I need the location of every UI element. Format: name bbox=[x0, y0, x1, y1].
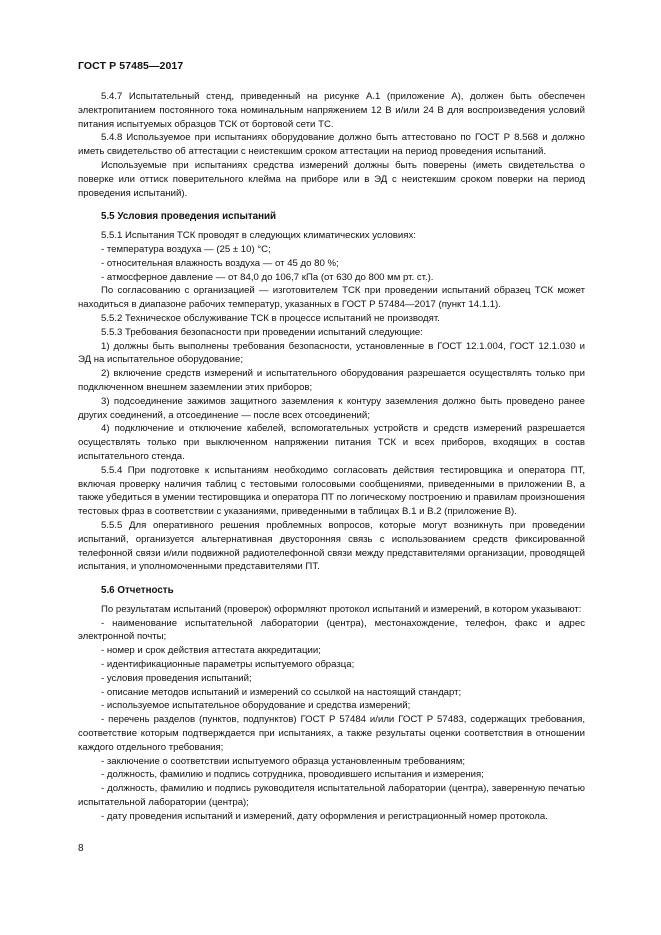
list-item-report-7: - перечень разделов (пунктов, подпунктов) ГОСТ Р 57484 и/или ГОСТ Р 57483, содержащих требования, соответствие которым подтверждается при испытаниях, а также результаты оценки соответствия в отношении каждого отдельного требования; bbox=[78, 714, 585, 753]
list-item-report-11: - дату проведения испытаний и измерений, дату оформления и регистрационный номер протокола. bbox=[101, 810, 548, 822]
list-item-safety-2: 2) включение средств измерений и испытательного оборудования разрешается осуществлять только при подключенном внешнем заземлении этих приборов; bbox=[78, 368, 585, 393]
paragraph-5-4-7: 5.4.7 Испытательный стенд, приведенный на рисунке А.1 (приложение А), должен быть обеспечен электропитанием постоянного тока номинальным напряжением 12 В и/или 24 В для воспроизведения условий питания испытуемых образцов ТСК от бортовой сети ТС. bbox=[78, 91, 585, 130]
list-item-temperature: - температура воздуха — (25 ± 10) °С; bbox=[101, 243, 271, 255]
list-item-report-8: - заключение о соответствии испытуемого образца установленным требованиям; bbox=[101, 755, 466, 767]
document-body bbox=[78, 90, 585, 824]
page-number: 8 bbox=[78, 843, 84, 854]
list-item-pressure: - атмосферное давление — от 84,0 до 106,7 кПа (от 630 до 800 мм рт. ст.). bbox=[101, 271, 434, 283]
section-heading-5-6: 5.6 Отчетность bbox=[101, 585, 174, 597]
paragraph-5-5-5: 5.5.5 Для оперативного решения проблемных вопросов, которые могут возникнуть при проведении испытаний, организуется альтернативная двусторонняя связь с использованием средств фиксированной телефонной связи и/или подвижной радиотелефонной связи между представителями организации, проводящей испытания, и уполномоченными представителями ПТ. bbox=[78, 519, 585, 573]
paragraph-5-5-3: 5.5.3 Требования безопасности при проведении испытаний следующие: bbox=[101, 326, 423, 338]
document-header: ГОСТ Р 57485—2017 bbox=[78, 60, 184, 72]
paragraph-5-4-8: 5.4.8 Используемое при испытаниях оборудование должно быть аттестовано по ГОСТ Р 8.568 и должно иметь свидетельство об аттестации с неистекшим сроком аттестации на период проведения испытаний. bbox=[78, 132, 585, 158]
list-item-report-2: - номер и срок действия аттестата аккредитации; bbox=[101, 645, 321, 657]
paragraph-5-5-4: 5.5.4 При подготовке к испытаниям необходимо согласовать действия тестировщика и оператора ПТ, включая проверку наличия таблиц с тестовыми голосовыми сообщениями, приведенными в приложении В, а также убедиться в умении тестировщика и оператора ПТ по логическому построению и правилам произношения тестовых фраз в соответствии с указаниями, приведенными в таблицах В.1 и В.2 (приложение В). bbox=[78, 464, 585, 518]
paragraph-5-6: По результатам испытаний (проверок) оформляют протокол испытаний и измерений, в котором указывают: bbox=[101, 603, 582, 615]
list-item-safety-4: 4) подключение и отключение кабелей, вспомогательных устройств и средств измерений разрешается осуществлять только при выключенном напряжении питания ТСК и всех приборов, входящих в состав испытательного стенда. bbox=[78, 423, 585, 462]
list-item-report-10: - должность, фамилию и подпись руководителя испытательной лаборатории (центра), заверенную печатью испытательной лаборатории (центра); bbox=[78, 783, 585, 809]
list-item-report-4: - условия проведения испытаний; bbox=[101, 672, 252, 684]
list-item-report-9: - должность, фамилию и подпись сотрудника, проводившего испытания и измерения; bbox=[101, 769, 484, 781]
list-item-report-6: - используемое испытательное оборудование и средства измерений; bbox=[101, 700, 411, 712]
paragraph-5-5-1: 5.5.1 Испытания ТСК проводят в следующих климатических условиях: bbox=[101, 230, 416, 242]
list-item-report-3: - идентификационные параметры испытуемого образца; bbox=[101, 659, 355, 671]
paragraph-5-4-8-measurement: Используемые при испытаниях средства измерений должны быть поверены (иметь свидетельства о поверке или оттиск поверительного клейма на приборе или в ЭД с неистекшим сроком поверки на период проведения испытаний). bbox=[78, 159, 585, 199]
list-item-humidity: - относительная влажность воздуха — от 45 до 80 %; bbox=[101, 257, 339, 269]
list-item-safety-1: 1) должны быть выполнены требования безопасности, установленные в ГОСТ 12.1.004, ГОСТ 12.1.030 и ЭД на испытательное оборудование; bbox=[78, 340, 585, 366]
paragraph-5-5-1-agreement: По согласованию с организацией — изготовителем ТСК при проведении испытаний образец ТСК может находиться в диапазоне рабочих температур, указанных в ГОСТ Р 57484—2017 (пункт 14.1.1). bbox=[78, 285, 585, 311]
section-heading-5-5: 5.5 Условия проведения испытаний bbox=[101, 211, 277, 223]
list-item-safety-3: 3) подсоединение зажимов защитного заземления к контуру заземления должно быть проведено ранее других соединений, а отсоединение — после всех отсоединений; bbox=[78, 395, 585, 421]
list-item-report-1: - наименование испытательной лаборатории (центра), местонахождение, телефон, факс и адрес электронной почты; bbox=[78, 617, 585, 643]
paragraph-5-5-2: 5.5.2 Техническое обслуживание ТСК в процессе испытаний не производят. bbox=[101, 312, 440, 324]
list-item-report-5: - описание методов испытаний и измерений со ссылкой на настоящий стандарт; bbox=[101, 686, 462, 698]
